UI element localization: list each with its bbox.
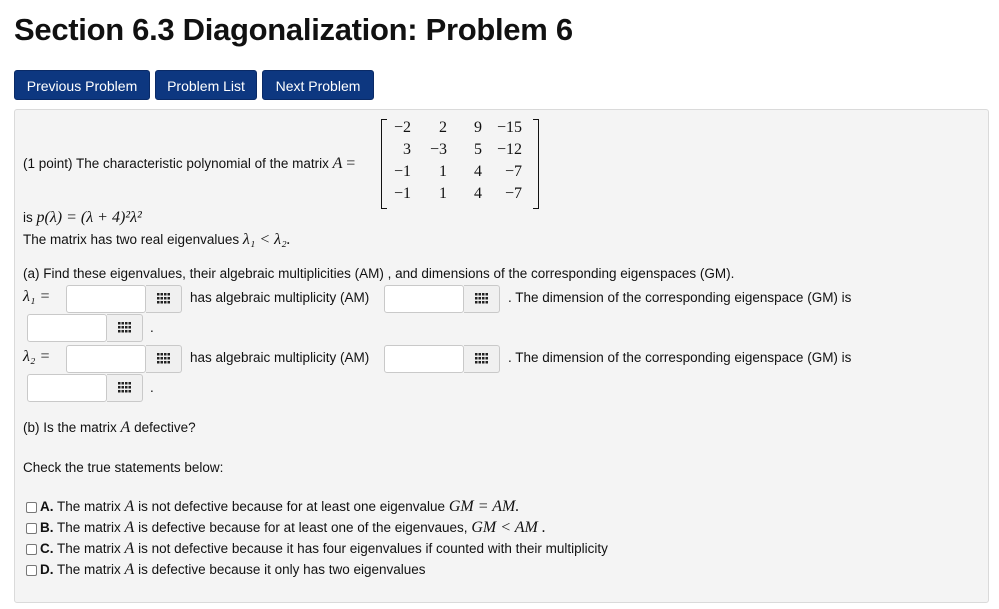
lambda1-input[interactable] xyxy=(66,285,146,313)
matrix-cell: −3 xyxy=(429,141,447,158)
matrix-cell: −1 xyxy=(393,163,411,180)
matrix-cell: −15 xyxy=(496,119,522,136)
am-label-1: has algebraic multiplicity (AM) xyxy=(190,290,370,305)
option-b-label: B. The matrix A is defective because for at least one of the eigenvaues, GM < AM . xyxy=(40,519,546,536)
previous-problem-button[interactable]: Previous Problem xyxy=(14,70,150,100)
matrix-grid-icon xyxy=(157,353,171,365)
gm1-input[interactable] xyxy=(27,314,107,342)
lambda1-matrix-button[interactable] xyxy=(146,285,182,313)
matrix-A xyxy=(381,119,539,207)
am2-matrix-button[interactable] xyxy=(464,345,500,373)
matrix-grid-icon xyxy=(118,322,132,334)
part-a-text: (a) Find these eigenvalues, their algebraic multiplicities (AM) , and dimensions of the corresponding eigenspaces (GM). xyxy=(23,266,735,281)
matrix-cell: −7 xyxy=(504,163,522,180)
gm1-matrix-button[interactable] xyxy=(107,314,143,342)
matrix-grid-icon xyxy=(475,353,489,365)
polynomial-line: is p(λ) = (λ + 4)²λ² xyxy=(23,209,142,226)
am1-input[interactable] xyxy=(384,285,464,313)
matrix-cell: 1 xyxy=(439,163,447,180)
period-2: . xyxy=(150,380,154,395)
next-problem-button[interactable]: Next Problem xyxy=(262,70,374,100)
matrix-cell: 9 xyxy=(474,119,482,136)
matrix-cell: 3 xyxy=(403,141,411,158)
check-prompt: Check the true statements below: xyxy=(23,460,224,475)
eigenvalue-sentence: The matrix has two real eigenvalues λ₁ < λ₂. xyxy=(23,231,291,248)
matrix-grid-icon xyxy=(157,293,171,305)
matrix-grid-icon xyxy=(118,382,132,394)
lambda2-label: λ₂ = xyxy=(23,348,51,365)
am2-input[interactable] xyxy=(384,345,464,373)
option-a-checkbox[interactable] xyxy=(26,502,37,513)
matrix-cell: 1 xyxy=(439,185,447,202)
option-d-label: D. The matrix A is defective because it only has two eigenvalues xyxy=(40,561,426,578)
matrix-cell: 4 xyxy=(474,163,482,180)
matrix-cell: 5 xyxy=(474,141,482,158)
option-b-checkbox[interactable] xyxy=(26,523,37,534)
problem-list-button[interactable]: Problem List xyxy=(155,70,257,100)
matrix-cell: −1 xyxy=(393,185,411,202)
problem-intro: (1 point) The characteristic polynomial of the matrix A = xyxy=(23,155,356,172)
matrix-cell: −7 xyxy=(504,185,522,202)
period-1: . xyxy=(150,320,154,335)
part-b-text: (b) Is the matrix A defective? xyxy=(23,419,196,436)
option-d-checkbox[interactable] xyxy=(26,565,37,576)
matrix-right-bracket xyxy=(533,119,539,209)
page-title: Section 6.3 Diagonalization: Problem 6 xyxy=(14,12,573,47)
option-a-label: A. The matrix A is not defective because for at least one eigenvalue GM = AM. xyxy=(40,498,520,515)
lambda1-label: λ₁ = xyxy=(23,288,51,305)
option-c-label: C. The matrix A is not defective because it has four eigenvalues if counted with their multiplicity xyxy=(40,540,608,557)
option-c-checkbox[interactable] xyxy=(26,544,37,555)
matrix-cell: 2 xyxy=(439,119,447,136)
gm-label-1: . The dimension of the corresponding eigenspace (GM) is xyxy=(508,290,852,305)
matrix-cell: −2 xyxy=(393,119,411,136)
am-label-2: has algebraic multiplicity (AM) xyxy=(190,350,370,365)
matrix-grid-icon xyxy=(475,293,489,305)
lambda2-input[interactable] xyxy=(66,345,146,373)
gm2-matrix-button[interactable] xyxy=(107,374,143,402)
matrix-cell: −12 xyxy=(496,141,522,158)
matrix-cell: 4 xyxy=(474,185,482,202)
am1-matrix-button[interactable] xyxy=(464,285,500,313)
gm-label-2: . The dimension of the corresponding eigenspace (GM) is xyxy=(508,350,852,365)
gm2-input[interactable] xyxy=(27,374,107,402)
lambda2-matrix-button[interactable] xyxy=(146,345,182,373)
